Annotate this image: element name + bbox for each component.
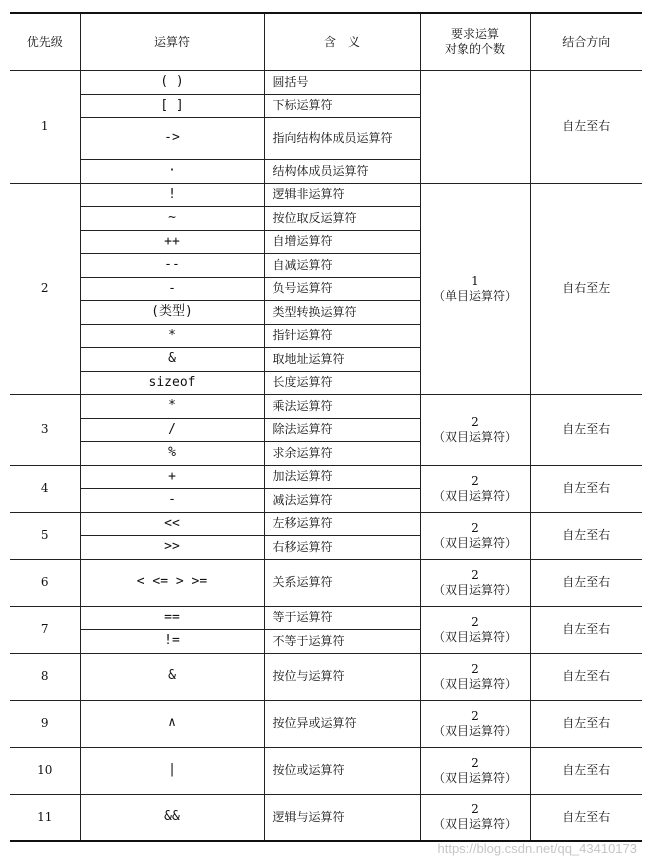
operand-count-cell bbox=[420, 747, 530, 794]
direction-cell: 自左至右 bbox=[530, 512, 642, 559]
priority-cell: 1 bbox=[10, 71, 80, 184]
meaning-cell: 结构体成员运算符 bbox=[264, 160, 420, 184]
meaning-cell: 长度运算符 bbox=[264, 371, 420, 395]
operator-precedence-table bbox=[10, 12, 642, 842]
table-row bbox=[10, 183, 642, 207]
operand-count-cell bbox=[420, 559, 530, 606]
operator-cell: [ ] bbox=[80, 94, 264, 118]
operand-count-value: 2 bbox=[471, 473, 479, 488]
meaning-cell: 等于运算符 bbox=[264, 606, 420, 630]
operand-count-note: （双目运算符） bbox=[432, 429, 517, 444]
operand-count-note: （双目运算符） bbox=[432, 629, 517, 644]
operator-cell: sizeof bbox=[80, 371, 264, 395]
meaning-cell: 按位或运算符 bbox=[264, 747, 420, 794]
direction-cell: 自左至右 bbox=[530, 395, 642, 466]
header-operand-count bbox=[420, 13, 530, 71]
meaning-cell: 按位取反运算符 bbox=[264, 207, 420, 231]
header-operator: 运算符 bbox=[80, 13, 264, 71]
operator-cell: >> bbox=[80, 536, 264, 560]
operand-count-cell bbox=[420, 183, 530, 395]
operand-count-note: （双目运算符） bbox=[432, 582, 517, 597]
meaning-cell: 自增运算符 bbox=[264, 230, 420, 254]
operand-count-cell bbox=[420, 794, 530, 841]
operator-cell: < <= > >= bbox=[80, 559, 264, 606]
operator-cell: (类型) bbox=[80, 301, 264, 325]
operand-count-note: （双目运算符） bbox=[432, 676, 517, 691]
table-row bbox=[10, 559, 642, 606]
meaning-cell: 下标运算符 bbox=[264, 94, 420, 118]
operand-count-note: （双目运算符） bbox=[432, 535, 517, 550]
meaning-cell: 按位异或运算符 bbox=[264, 700, 420, 747]
table-row bbox=[10, 395, 642, 419]
meaning-cell: 关系运算符 bbox=[264, 559, 420, 606]
operand-count-cell bbox=[420, 653, 530, 700]
priority-cell: 5 bbox=[10, 512, 80, 559]
meaning-cell: 指向结构体成员运算符 bbox=[264, 118, 420, 160]
table-row bbox=[10, 465, 642, 489]
priority-cell: 9 bbox=[10, 700, 80, 747]
meaning-cell: 右移运算符 bbox=[264, 536, 420, 560]
operator-cell: · bbox=[80, 160, 264, 184]
table-row bbox=[10, 512, 642, 536]
operator-cell: + bbox=[80, 465, 264, 489]
operand-count-value: 2 bbox=[471, 708, 479, 723]
operand-count-value: 2 bbox=[471, 414, 479, 429]
direction-cell: 自左至右 bbox=[530, 794, 642, 841]
meaning-cell: 不等于运算符 bbox=[264, 630, 420, 654]
operator-cell: ++ bbox=[80, 230, 264, 254]
operator-cell: ~ bbox=[80, 207, 264, 231]
meaning-cell: 指针运算符 bbox=[264, 324, 420, 348]
table-body bbox=[10, 71, 642, 842]
operand-count-value: 2 bbox=[471, 567, 479, 582]
priority-cell: 7 bbox=[10, 606, 80, 653]
priority-cell: 4 bbox=[10, 465, 80, 512]
priority-cell: 10 bbox=[10, 747, 80, 794]
operand-count-note: （双目运算符） bbox=[432, 723, 517, 738]
operand-count-note: （双目运算符） bbox=[432, 817, 517, 832]
direction-cell: 自左至右 bbox=[530, 559, 642, 606]
header-operand-count-line1: 要求运算 bbox=[450, 27, 499, 41]
table-row bbox=[10, 606, 642, 630]
meaning-cell: 取地址运算符 bbox=[264, 348, 420, 372]
header-priority: 优先级 bbox=[10, 13, 80, 71]
meaning-cell: 按位与运算符 bbox=[264, 653, 420, 700]
operand-count-cell bbox=[420, 71, 530, 184]
operator-cell: * bbox=[80, 324, 264, 348]
operand-count-value: 1 bbox=[471, 273, 479, 288]
direction-cell: 自左至右 bbox=[530, 700, 642, 747]
operator-cell: ! bbox=[80, 183, 264, 207]
meaning-cell: 圆括号 bbox=[264, 71, 420, 95]
operand-count-note: （单目运算符） bbox=[432, 288, 517, 303]
operator-cell: ( ) bbox=[80, 71, 264, 95]
operator-cell: & bbox=[80, 653, 264, 700]
header-direction: 结合方向 bbox=[530, 13, 642, 71]
priority-cell: 11 bbox=[10, 794, 80, 841]
operand-count-value: 2 bbox=[471, 755, 479, 770]
table-row bbox=[10, 794, 642, 841]
meaning-cell: 自减运算符 bbox=[264, 254, 420, 278]
table-row bbox=[10, 653, 642, 700]
meaning-cell: 加法运算符 bbox=[264, 465, 420, 489]
meaning-cell: 类型转换运算符 bbox=[264, 301, 420, 325]
priority-cell: 3 bbox=[10, 395, 80, 466]
direction-cell: 自左至右 bbox=[530, 653, 642, 700]
direction-cell: 自左至右 bbox=[530, 465, 642, 512]
priority-cell: 8 bbox=[10, 653, 80, 700]
meaning-cell: 减法运算符 bbox=[264, 489, 420, 513]
meaning-cell: 逻辑非运算符 bbox=[264, 183, 420, 207]
operator-cell: && bbox=[80, 794, 264, 841]
meaning-cell: 左移运算符 bbox=[264, 512, 420, 536]
meaning-cell: 乘法运算符 bbox=[264, 395, 420, 419]
direction-cell: 自左至右 bbox=[530, 71, 642, 184]
operand-count-cell bbox=[420, 700, 530, 747]
meaning-cell: 除法运算符 bbox=[264, 418, 420, 442]
header-meaning: 含 义 bbox=[264, 13, 420, 71]
table-row bbox=[10, 71, 642, 95]
operator-cell: / bbox=[80, 418, 264, 442]
operator-cell: << bbox=[80, 512, 264, 536]
operand-count-value: 2 bbox=[471, 802, 479, 817]
operand-count-cell bbox=[420, 512, 530, 559]
operand-count-cell bbox=[420, 606, 530, 653]
operator-cell: & bbox=[80, 348, 264, 372]
meaning-cell: 逻辑与运算符 bbox=[264, 794, 420, 841]
table-header-row bbox=[10, 13, 642, 71]
table-row bbox=[10, 747, 642, 794]
direction-cell: 自左至右 bbox=[530, 747, 642, 794]
operand-count-value: 2 bbox=[471, 614, 479, 629]
direction-cell: 自右至左 bbox=[530, 183, 642, 395]
table-row bbox=[10, 700, 642, 747]
operator-cell: == bbox=[80, 606, 264, 630]
direction-cell: 自左至右 bbox=[530, 606, 642, 653]
operator-cell: * bbox=[80, 395, 264, 419]
operator-cell: ∧ bbox=[80, 700, 264, 747]
operator-cell: - bbox=[80, 277, 264, 301]
operator-cell: % bbox=[80, 442, 264, 466]
operand-count-value: 2 bbox=[471, 520, 479, 535]
operand-count-note: （双目运算符） bbox=[432, 488, 517, 503]
operand-count-value: 2 bbox=[471, 661, 479, 676]
operator-cell: -> bbox=[80, 118, 264, 160]
operand-count-cell bbox=[420, 465, 530, 512]
priority-cell: 6 bbox=[10, 559, 80, 606]
meaning-cell: 负号运算符 bbox=[264, 277, 420, 301]
operator-cell: - bbox=[80, 489, 264, 513]
operator-cell: | bbox=[80, 747, 264, 794]
operator-cell: -- bbox=[80, 254, 264, 278]
watermark: https://blog.csdn.net/qq_43410173 bbox=[437, 841, 637, 856]
meaning-cell: 求余运算符 bbox=[264, 442, 420, 466]
priority-cell: 2 bbox=[10, 183, 80, 395]
operator-cell: != bbox=[80, 630, 264, 654]
header-operand-count-line2: 对象的个数 bbox=[444, 42, 505, 56]
operand-count-cell bbox=[420, 395, 530, 466]
operand-count-note: （双目运算符） bbox=[432, 770, 517, 785]
